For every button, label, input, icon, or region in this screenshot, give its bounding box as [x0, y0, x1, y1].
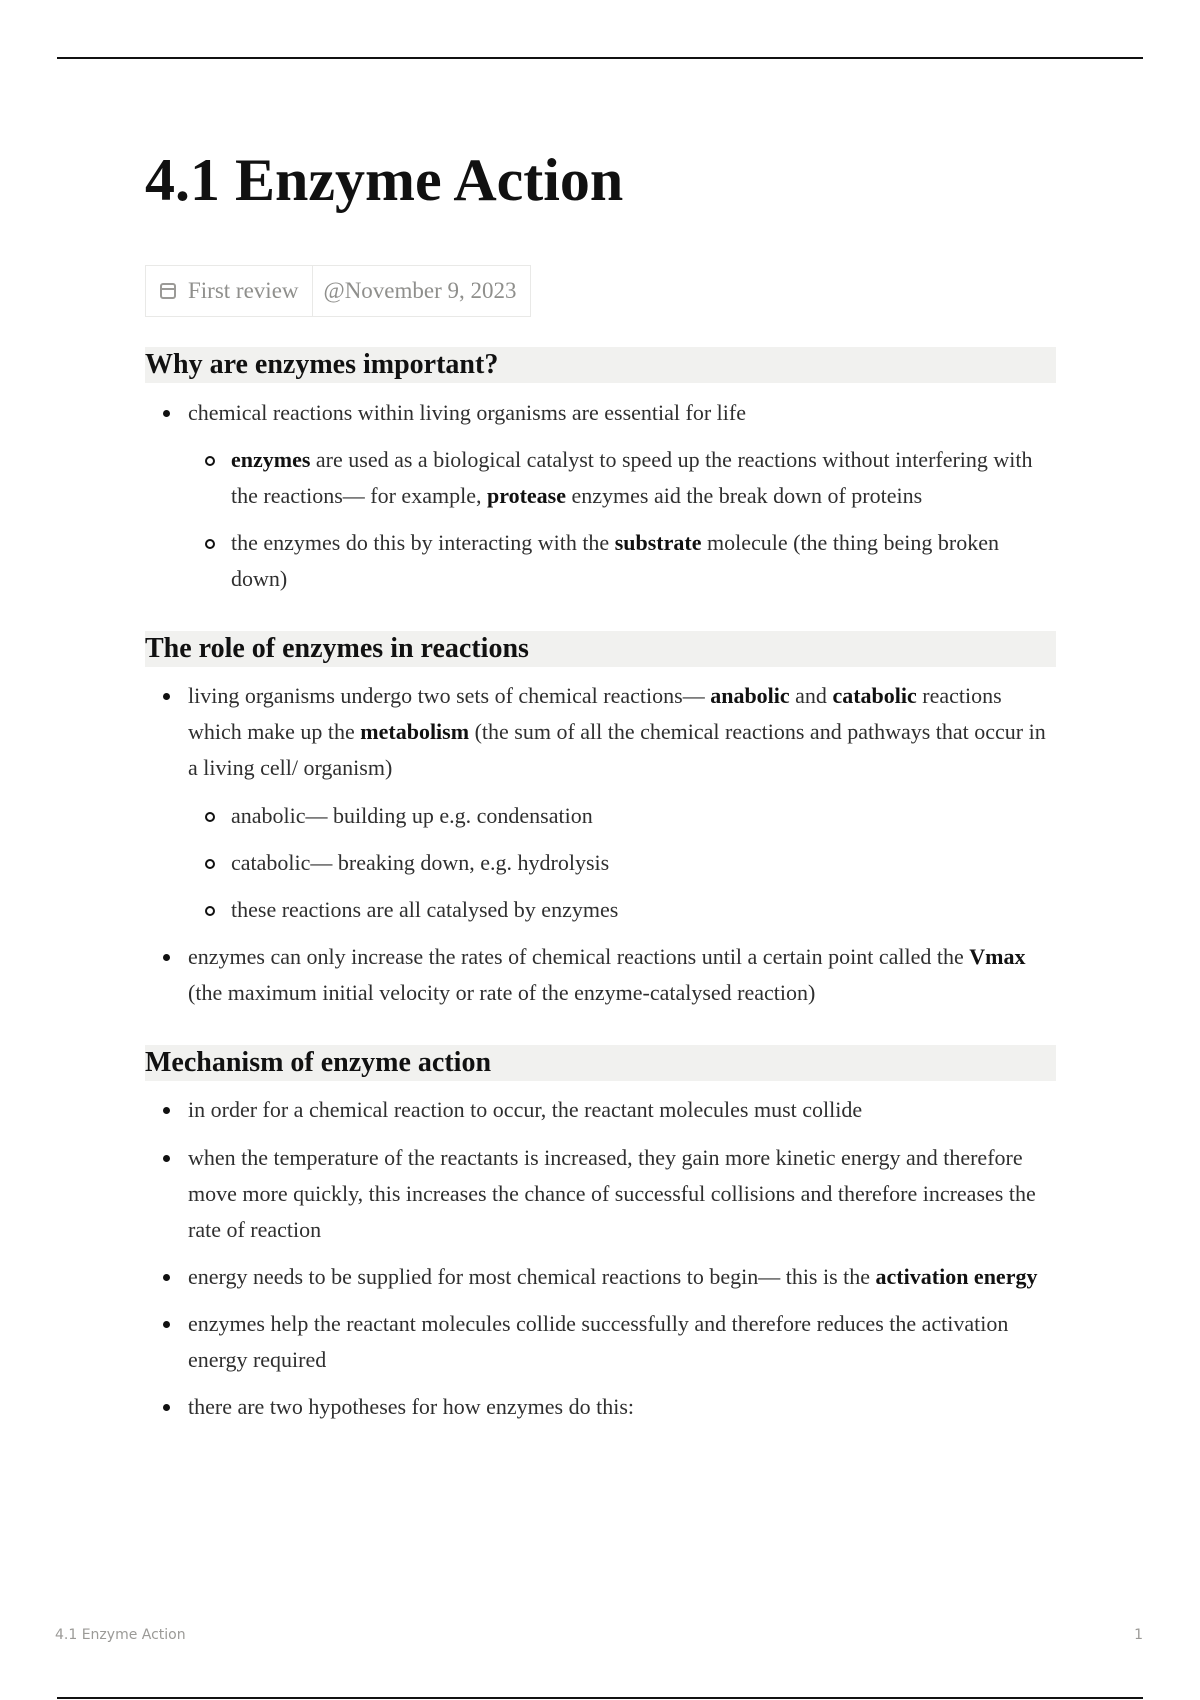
property-value-cell[interactable] — [313, 266, 530, 316]
bold-term: activation energy — [875, 1264, 1038, 1289]
list-item — [145, 678, 1056, 928]
footer-page-title: 4.1 Enzyme Action — [55, 1627, 186, 1643]
sub-list-item — [188, 442, 1056, 514]
text-segment: enzymes aid the break down of proteins — [566, 483, 923, 508]
list-item-text: catabolic— breaking down, e.g. hydrolysis — [231, 850, 610, 875]
list-item — [145, 1306, 1056, 1378]
text-segment: the enzymes do this by interacting with the — [231, 530, 615, 555]
list-item — [145, 1140, 1056, 1248]
sub-list-item — [188, 845, 1056, 881]
text-segment: enzymes can only increase the rates of chemical reactions until a certain point called the — [188, 944, 970, 969]
bold-term: enzymes — [231, 447, 311, 472]
property-name-cell[interactable] — [146, 266, 313, 316]
bold-term: Vmax — [969, 944, 1026, 969]
property-value: @November 9, 2023 — [323, 278, 517, 303]
sub-bullet-list — [188, 798, 1056, 928]
list-item-text — [231, 442, 1056, 514]
bold-term: anabolic — [710, 683, 790, 708]
sub-list-item — [188, 525, 1056, 597]
bullet-list — [145, 678, 1056, 1011]
property-name: First review — [188, 278, 299, 303]
list-item-text: chemical reactions within living organisms are essential for life — [188, 400, 746, 425]
list-item — [145, 395, 1056, 597]
list-item-text — [188, 678, 1056, 786]
list-item-text: enzymes help the reactant molecules collide successfully and therefore reduces the activation energy required — [188, 1311, 1009, 1372]
page-title: 4.1 Enzyme Action — [145, 147, 624, 213]
list-item-text: when the temperature of the reactants is increased, they gain more kinetic energy and therefore move more quickly, this increases the chance of successful collisions and therefore increases the rate of reaction — [188, 1145, 1036, 1242]
text-segment: reactions which make up the — [188, 683, 1002, 744]
text-segment: living organisms undergo two sets of chemical reactions— — [188, 683, 711, 708]
footer-page-number: 1 — [1134, 1627, 1143, 1643]
bold-term: metabolism — [360, 719, 470, 744]
list-item — [145, 1259, 1056, 1295]
list-item-text: in order for a chemical reaction to occur, the reactant molecules must collide — [188, 1097, 863, 1122]
properties-row — [145, 265, 531, 317]
page-content — [145, 140, 1056, 1425]
list-item-text — [188, 1259, 1056, 1295]
sub-list-item — [188, 798, 1056, 834]
bold-term: protease — [486, 483, 566, 508]
text-segment: (the sum of all the chemical reactions and pathways that occur in a living cell/ organism) — [188, 719, 1046, 780]
top-rule — [57, 57, 1143, 59]
list-item-text — [231, 525, 1056, 597]
bold-term: catabolic — [832, 683, 917, 708]
bold-term: substrate — [614, 530, 702, 555]
bullet-list — [145, 1092, 1056, 1425]
list-item — [145, 1389, 1056, 1425]
section-heading-role-of-enzymes: The role of enzymes in reactions — [145, 631, 1056, 667]
text-segment: energy needs to be supplied for most chemical reactions to begin— this is the — [188, 1264, 876, 1289]
text-segment: and — [789, 683, 833, 708]
list-item-text: these reactions are all catalysed by enzymes — [231, 897, 619, 922]
bullet-list — [145, 395, 1056, 597]
text-segment: (the maximum initial velocity or rate of the enzyme-catalysed reaction) — [188, 980, 816, 1005]
list-item-text: there are two hypotheses for how enzymes do this: — [188, 1394, 634, 1419]
list-item — [145, 1092, 1056, 1128]
list-item-text: anabolic— building up e.g. condensation — [231, 803, 593, 828]
list-item — [145, 939, 1056, 1011]
bottom-rule — [57, 1697, 1143, 1699]
text-segment: are used as a biological catalyst to speed up the reactions without interfering with the reactions— for example, — [231, 447, 1033, 508]
text-segment: molecule (the thing being broken down) — [231, 530, 1000, 591]
sub-bullet-list — [188, 442, 1056, 597]
list-item-text — [188, 939, 1056, 1011]
sub-list-item — [188, 892, 1056, 928]
section-heading-mechanism: Mechanism of enzyme action — [145, 1045, 1056, 1081]
calendar-icon — [160, 283, 176, 299]
section-heading-why-important: Why are enzymes important? — [145, 347, 1056, 383]
